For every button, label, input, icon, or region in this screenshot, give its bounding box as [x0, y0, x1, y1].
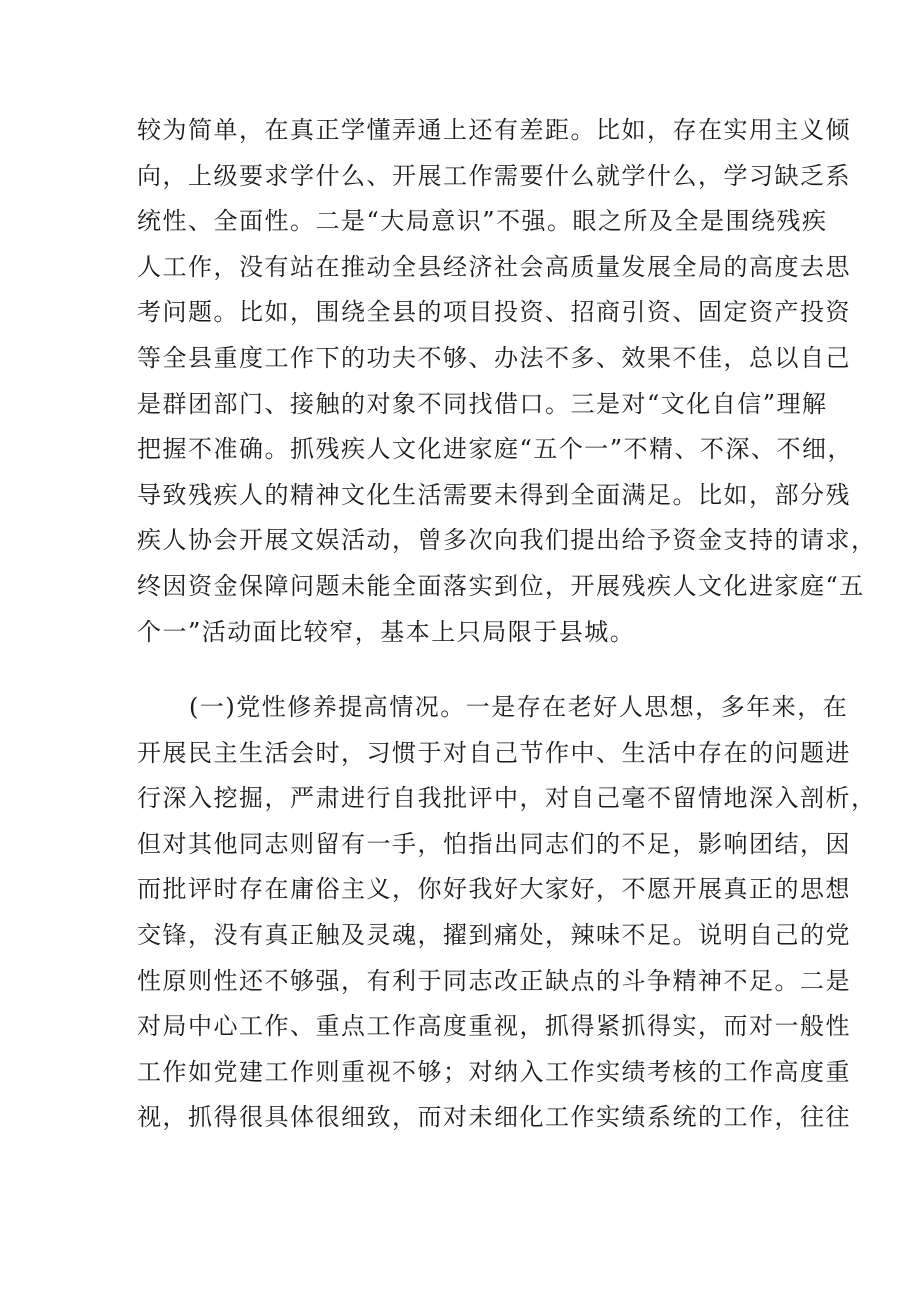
text-line: 考问题。比如，围绕全县的项目投资、招商引资、固定资产投资 — [137, 298, 851, 327]
text-line: 开展民主生活会时，习惯于对自己节作中、生活中存在的问题进 — [137, 738, 851, 767]
text-line: 性原则性还不够强，有利于同志改正缺点的斗争精神不足。二是 — [137, 966, 851, 995]
text-line: 终因资金保障问题未能全面落实到位，开展残疾人文化进家庭“五 — [137, 571, 865, 600]
text-line: 而批评时存在庸俗主义，你好我好大家好，不愿开展真正的思想 — [137, 875, 851, 904]
text-line: (一)党性修养提高情况。一是存在老好人思想，多年来，在 — [189, 693, 849, 721]
text-line: 视，抓得很具体很细致，而对未细化工作实绩系统的工作，往往 — [137, 1103, 851, 1132]
text-line: 个一”活动面比较窄，基本上只局限于县城。 — [137, 617, 636, 646]
text-line: 把握不准确。抓残疾人文化进家庭“五个一”不精、不深、不细， — [137, 435, 854, 464]
text-line: 但对其他同志则留有一手，怕指出同志们的不足，影响团结，因 — [137, 829, 851, 858]
text-line: 导致残疾人的精神文化生活需要未得到全面满足。比如，部分残 — [137, 480, 851, 509]
text-line: 人工作，没有站在推动全县经济社会高质量发展全局的高度去思 — [137, 252, 851, 281]
paragraph-party-spirit — [137, 685, 877, 1141]
text-line: 行深入挖掘，严肃进行自我批评中，对自己毫不留情地深入剖析， — [137, 784, 877, 813]
text-line: 等全县重度工作下的功夫不够、办法不多、效果不佳，总以自己 — [137, 343, 851, 372]
text-line: 是群团部门、接触的对象不同找借口。三是对“文化自信”理解 — [137, 389, 828, 418]
text-line: 较为简单，在真正学懂弄通上还有差距。比如，存在实用主义倾 — [137, 116, 851, 144]
text-line: 统性、全面性。二是“大局意识”不强。眼之所及全是围绕残疾 — [137, 207, 828, 236]
text-line: 工作如党建工作则重视不够；对纳入工作实绩考核的工作高度重 — [137, 1057, 851, 1086]
text-line: 交锋，没有真正触及灵魂，擢到痛处，辣味不足。说明自己的党 — [137, 920, 851, 949]
text-line: 向，上级要求学什么、开展工作需要什么就学什么，学习缺乏系 — [137, 161, 851, 190]
text-line: 对局中心工作、重点工作高度重视，抓得紧抓得实，而对一般性 — [137, 1012, 851, 1041]
paragraph-continuation — [137, 108, 877, 655]
text-line: 疾人协会开展文娱活动，曾多次向我们提出给予资金支持的请求， — [137, 526, 877, 555]
